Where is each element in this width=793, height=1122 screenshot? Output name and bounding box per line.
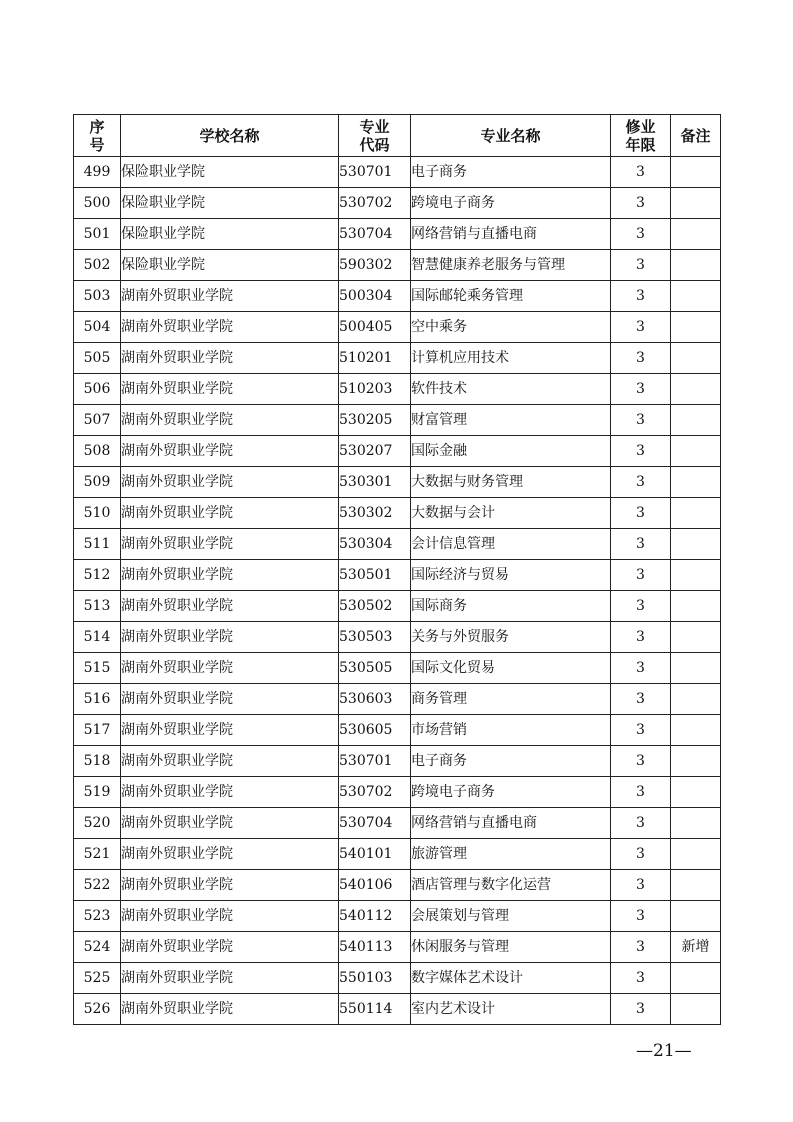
cell-major: 数字媒体艺术设计 [411,963,611,994]
table-row [74,622,721,653]
cell-major: 市场营销 [411,715,611,746]
cell-major: 国际经济与贸易 [411,560,611,591]
cell-years: 3 [611,839,671,870]
cell-no: 514 [74,622,121,653]
cell-no: 501 [74,219,121,250]
cell-years: 3 [611,653,671,684]
cell-major: 电子商务 [411,746,611,777]
cell-school: 湖南外贸职业学院 [121,281,339,312]
cell-major: 国际商务 [411,591,611,622]
header-school: 学校名称 [121,115,339,157]
cell-note [671,839,721,870]
cell-note [671,405,721,436]
cell-no: 516 [74,684,121,715]
cell-major: 国际文化贸易 [411,653,611,684]
cell-years: 3 [611,560,671,591]
cell-note [671,622,721,653]
majors-table [73,114,721,1025]
table-row [74,343,721,374]
table-row [74,498,721,529]
cell-code: 530701 [339,157,411,188]
table-row [74,281,721,312]
table-row [74,436,721,467]
cell-no: 502 [74,250,121,281]
cell-school: 湖南外贸职业学院 [121,932,339,963]
cell-note [671,467,721,498]
cell-years: 3 [611,591,671,622]
cell-code: 530704 [339,219,411,250]
cell-school: 湖南外贸职业学院 [121,777,339,808]
cell-major: 室内艺术设计 [411,994,611,1025]
cell-years: 3 [611,715,671,746]
cell-major: 会计信息管理 [411,529,611,560]
table-row [74,870,721,901]
cell-school: 湖南外贸职业学院 [121,746,339,777]
cell-years: 3 [611,529,671,560]
cell-note [671,653,721,684]
cell-note [671,591,721,622]
cell-no: 515 [74,653,121,684]
cell-no: 526 [74,994,121,1025]
table-row [74,684,721,715]
header-row [74,115,721,157]
cell-note [671,777,721,808]
cell-note [671,219,721,250]
cell-note [671,374,721,405]
table-row [74,808,721,839]
cell-no: 511 [74,529,121,560]
cell-code: 530603 [339,684,411,715]
cell-school: 湖南外贸职业学院 [121,622,339,653]
cell-no: 512 [74,560,121,591]
table-row [74,250,721,281]
cell-years: 3 [611,932,671,963]
cell-years: 3 [611,684,671,715]
cell-major: 跨境电子商务 [411,188,611,219]
cell-no: 513 [74,591,121,622]
table-row [74,746,721,777]
cell-major: 软件技术 [411,374,611,405]
cell-no: 519 [74,777,121,808]
cell-years: 3 [611,901,671,932]
cell-no: 524 [74,932,121,963]
cell-no: 522 [74,870,121,901]
table-row [74,560,721,591]
cell-no: 507 [74,405,121,436]
cell-school: 湖南外贸职业学院 [121,963,339,994]
cell-no: 523 [74,901,121,932]
cell-years: 3 [611,994,671,1025]
table-row [74,901,721,932]
cell-note [671,281,721,312]
cell-years: 3 [611,281,671,312]
cell-major: 休闲服务与管理 [411,932,611,963]
cell-school: 湖南外贸职业学院 [121,808,339,839]
cell-years: 3 [611,963,671,994]
cell-school: 湖南外贸职业学院 [121,839,339,870]
table-row [74,777,721,808]
table-row [74,591,721,622]
table-row [74,312,721,343]
table-row [74,467,721,498]
table-row [74,653,721,684]
cell-major: 财富管理 [411,405,611,436]
cell-years: 3 [611,188,671,219]
cell-code: 500304 [339,281,411,312]
header-major: 专业名称 [411,115,611,157]
header-note: 备注 [671,115,721,157]
header-no: 序 号 [74,115,121,157]
table-row [74,839,721,870]
cell-note: 新增 [671,932,721,963]
cell-major: 空中乘务 [411,312,611,343]
cell-years: 3 [611,312,671,343]
cell-code: 500405 [339,312,411,343]
cell-years: 3 [611,343,671,374]
cell-note [671,560,721,591]
cell-no: 518 [74,746,121,777]
cell-school: 湖南外贸职业学院 [121,560,339,591]
cell-years: 3 [611,374,671,405]
cell-note [671,870,721,901]
cell-note [671,436,721,467]
cell-code: 530701 [339,746,411,777]
cell-major: 计算机应用技术 [411,343,611,374]
cell-note [671,746,721,777]
cell-school: 湖南外贸职业学院 [121,312,339,343]
cell-no: 499 [74,157,121,188]
cell-note [671,529,721,560]
cell-school: 保险职业学院 [121,188,339,219]
cell-major: 跨境电子商务 [411,777,611,808]
cell-code: 530301 [339,467,411,498]
cell-major: 电子商务 [411,157,611,188]
cell-major: 商务管理 [411,684,611,715]
cell-code: 590302 [339,250,411,281]
table-header [74,115,721,157]
cell-code: 540101 [339,839,411,870]
cell-note [671,250,721,281]
cell-note [671,684,721,715]
cell-code: 530502 [339,591,411,622]
cell-major: 大数据与财务管理 [411,467,611,498]
cell-no: 520 [74,808,121,839]
cell-major: 网络营销与直播电商 [411,219,611,250]
cell-school: 湖南外贸职业学院 [121,343,339,374]
cell-school: 湖南外贸职业学院 [121,591,339,622]
cell-years: 3 [611,498,671,529]
cell-school: 湖南外贸职业学院 [121,994,339,1025]
cell-no: 510 [74,498,121,529]
cell-school: 湖南外贸职业学院 [121,529,339,560]
cell-major: 国际金融 [411,436,611,467]
cell-school: 湖南外贸职业学院 [121,374,339,405]
page-number: —21— [636,1041,692,1061]
cell-school: 保险职业学院 [121,250,339,281]
cell-years: 3 [611,870,671,901]
cell-major: 关务与外贸服务 [411,622,611,653]
table-row [74,715,721,746]
cell-major: 大数据与会计 [411,498,611,529]
cell-code: 530505 [339,653,411,684]
cell-no: 509 [74,467,121,498]
cell-code: 530205 [339,405,411,436]
cell-years: 3 [611,777,671,808]
table-row [74,529,721,560]
table-row [74,219,721,250]
table-row [74,188,721,219]
cell-no: 500 [74,188,121,219]
cell-years: 3 [611,622,671,653]
cell-major: 国际邮轮乘务管理 [411,281,611,312]
cell-major: 酒店管理与数字化运营 [411,870,611,901]
cell-code: 530207 [339,436,411,467]
cell-note [671,994,721,1025]
cell-years: 3 [611,250,671,281]
cell-no: 505 [74,343,121,374]
cell-major: 智慧健康养老服务与管理 [411,250,611,281]
cell-major: 会展策划与管理 [411,901,611,932]
table-row [74,374,721,405]
cell-no: 504 [74,312,121,343]
cell-years: 3 [611,436,671,467]
cell-code: 530704 [339,808,411,839]
cell-school: 湖南外贸职业学院 [121,684,339,715]
cell-major: 网络营销与直播电商 [411,808,611,839]
table-body [74,157,721,1025]
table-row [74,932,721,963]
cell-years: 3 [611,808,671,839]
cell-years: 3 [611,746,671,777]
cell-note [671,188,721,219]
cell-no: 506 [74,374,121,405]
header-code: 专业 代码 [339,115,411,157]
cell-years: 3 [611,467,671,498]
cell-note [671,312,721,343]
cell-no: 508 [74,436,121,467]
cell-note [671,901,721,932]
cell-code: 530501 [339,560,411,591]
cell-no: 521 [74,839,121,870]
cell-school: 保险职业学院 [121,157,339,188]
cell-code: 510201 [339,343,411,374]
cell-note [671,715,721,746]
cell-school: 湖南外贸职业学院 [121,901,339,932]
cell-years: 3 [611,405,671,436]
table-row [74,405,721,436]
cell-school: 湖南外贸职业学院 [121,653,339,684]
cell-note [671,343,721,374]
cell-school: 湖南外贸职业学院 [121,467,339,498]
cell-code: 550103 [339,963,411,994]
cell-code: 540106 [339,870,411,901]
cell-note [671,498,721,529]
cell-years: 3 [611,157,671,188]
cell-no: 503 [74,281,121,312]
cell-school: 湖南外贸职业学院 [121,405,339,436]
cell-no: 517 [74,715,121,746]
cell-school: 保险职业学院 [121,219,339,250]
cell-note [671,963,721,994]
cell-code: 530702 [339,188,411,219]
table-row [74,963,721,994]
table-row [74,994,721,1025]
cell-no: 525 [74,963,121,994]
cell-note [671,157,721,188]
cell-code: 530605 [339,715,411,746]
cell-code: 510203 [339,374,411,405]
cell-code: 530302 [339,498,411,529]
cell-code: 530304 [339,529,411,560]
cell-code: 530503 [339,622,411,653]
cell-school: 湖南外贸职业学院 [121,498,339,529]
table-row [74,157,721,188]
cell-school: 湖南外贸职业学院 [121,436,339,467]
cell-code: 540113 [339,932,411,963]
cell-years: 3 [611,219,671,250]
cell-code: 530702 [339,777,411,808]
cell-school: 湖南外贸职业学院 [121,870,339,901]
cell-code: 540112 [339,901,411,932]
cell-code: 550114 [339,994,411,1025]
cell-note [671,808,721,839]
cell-school: 湖南外贸职业学院 [121,715,339,746]
cell-major: 旅游管理 [411,839,611,870]
header-years: 修业 年限 [611,115,671,157]
